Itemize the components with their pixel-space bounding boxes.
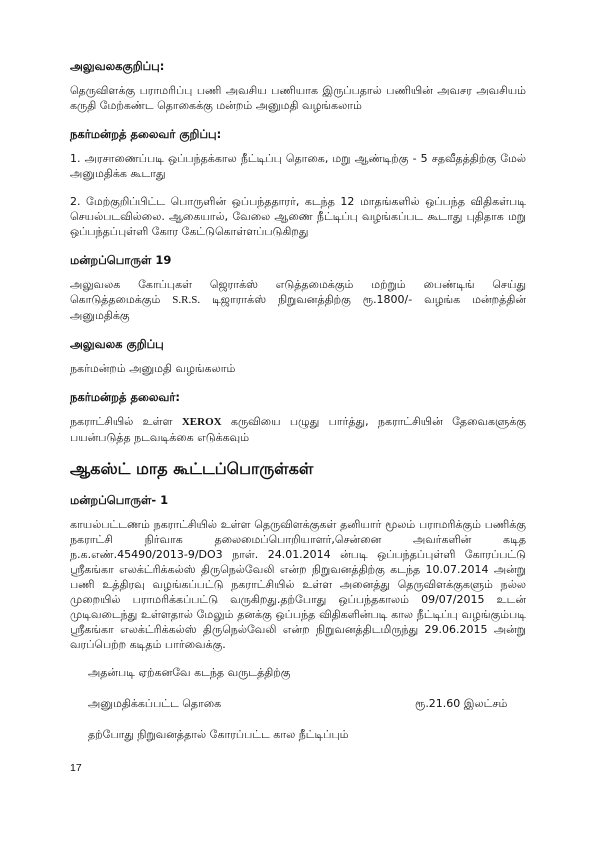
agenda-item-19-company-code: S.R.S. bbox=[172, 294, 201, 306]
august-agenda-title: ஆகஸ்ட் மாத கூட்டப்பொருள்கள் bbox=[70, 459, 314, 478]
office-note-2-text: நகர்மன்றம் அனுமதி வழங்கலாம் bbox=[70, 362, 236, 375]
chairman-text-part-1: நகராட்சியில் உள்ள bbox=[70, 415, 182, 428]
previous-year-line bbox=[88, 665, 526, 680]
agenda-item-1-heading: மன்றப்பொருள்- 1 bbox=[70, 493, 169, 507]
extension-request-text: தற்போது நிறுவனத்தால் கோரப்பட்ட கால நீட்டிப்பும் bbox=[88, 728, 349, 741]
previous-year-text: அதன்படி ஏற்கனவே கடந்த வருடத்திற்கு bbox=[88, 666, 291, 679]
office-note-2-heading: அலுவலக குறிப்பு bbox=[70, 337, 164, 351]
extension-request-line bbox=[88, 727, 526, 742]
chairman-note-point-2: 2. மேற்குறிப்பிட்ட பொருளின் ஒப்பந்ததாரர், கடந்த 12 மாதங்களில் ஒப்பந்த விதிகள்படி செயல்படவில்லை. ஆகையால், வேலை ஆணை நீட்டிப்பு வழங்கப்பட கூடாது புதிதாக மறு ஒப்பந்தப்புள்ளி கோர கேட்டுகொள்ளப்படுகிறது bbox=[70, 195, 526, 238]
agenda-item-19-heading: மன்றப்பொருள் 19 bbox=[70, 253, 172, 267]
sanctioned-amount-label: அனுமதிக்கப்பட்ட தொகை bbox=[88, 697, 222, 710]
chairman-text-part-2: கருவியை பழுது பார்த்து, நகராட்சியின் தேவைகளுக்கு பயன்படுத்த நடவடிக்கை எடுக்கவும் bbox=[70, 415, 526, 444]
office-note-text: தெருவிளக்கு பராமரிப்பு பணி அவசிய பணியாக இருப்பதால் பணியின் அவசர அவசியம் கருதி மேற்கண்ட தொகைக்கு மன்றம் அனுமதி வழங்கலாம் bbox=[70, 84, 526, 112]
agenda-item-19-text-part-1: அலுவலக கோப்புகள் ஜெராக்ஸ் எடுத்தமைக்கும் மற்றும் பைண்டிங் செய்து கொடுத்தமைக்கும் bbox=[70, 278, 526, 306]
chairman-heading: நகர்மன்றத் தலைவர்: bbox=[70, 390, 181, 404]
sanctioned-amount-value: ரூ.21.60 இலட்சம் bbox=[415, 697, 508, 710]
document-body bbox=[70, 58, 526, 758]
xerox-label: XEROX bbox=[181, 416, 222, 428]
agenda-item-1-text: காயல்பட்டணம் நகராட்சியில் உள்ள தெருவிளக்குகள் தனியார் மூலம் பராமரிக்கும் பணிக்கு நகராட்சி நிர்வாக தலைமைப்பொறியாளர்,சென்னை அவர்களின் கடித ந.க.எண்.45490/2013-9/DO3 நாள். 24.01.2014 ன்படி ஒப்பந்தப்புள்ளி கோரப்பட்டு ஸ்ரீகங்கா எலக்ட்ரிக்கல்ஸ் திருநெல்வேலி என்ற நிறுவனத்திற்கு கடந்த 10.07.2014 அன்று பணி உத்திரவு வழங்கப்பட்டு நகராட்சியில் உள்ள அனைத்து தெருவிளக்குகளும் நல்ல முறையில் பராமரிக்கப்பட்டு வருகிறது.தற்போது ஒப்பந்தகாலம் 09/07/2015 உடன் முடிவடைந்து உள்ளதால் மேலும் தனக்கு ஒப்பந்த விதிகளின்படி கால நீட்டிப்பு வழங்கும்படி ஸ்ரீகங்கா எலக்ட்ரிக்கல்ஸ் திருநெல்வேலி என்ற நிறுவனத்திடமிருந்து 29.06.2015 அன்று வரப்பெற்ற கடிதம் பார்வைக்கு. bbox=[70, 518, 526, 651]
page-number: 17 bbox=[70, 762, 82, 774]
agenda-item-19-text bbox=[70, 277, 526, 323]
office-note-heading: அலுவலககுறிப்பு: bbox=[70, 59, 165, 73]
chairman-text bbox=[70, 414, 526, 445]
sanctioned-amount-line bbox=[88, 696, 526, 711]
agenda-item-19-text-part-2: டிஜாராக்ஸ் நிறுவனத்திற்கு ரூ.1800/- வழங்க மன்றத்தின் அனுமதிக்கு bbox=[70, 293, 526, 322]
chairman-note-heading: நகர்மன்றத் தலைவர் குறிப்பு: bbox=[70, 127, 222, 141]
chairman-note-point-1: 1. அரசாணைப்படி ஒப்பந்தக்கால நீட்டிப்பு தொகை, மறு ஆண்டிற்கு - 5 சதவீதத்திற்கு மேல் அனுமதிக்க கூடாது bbox=[70, 152, 526, 180]
